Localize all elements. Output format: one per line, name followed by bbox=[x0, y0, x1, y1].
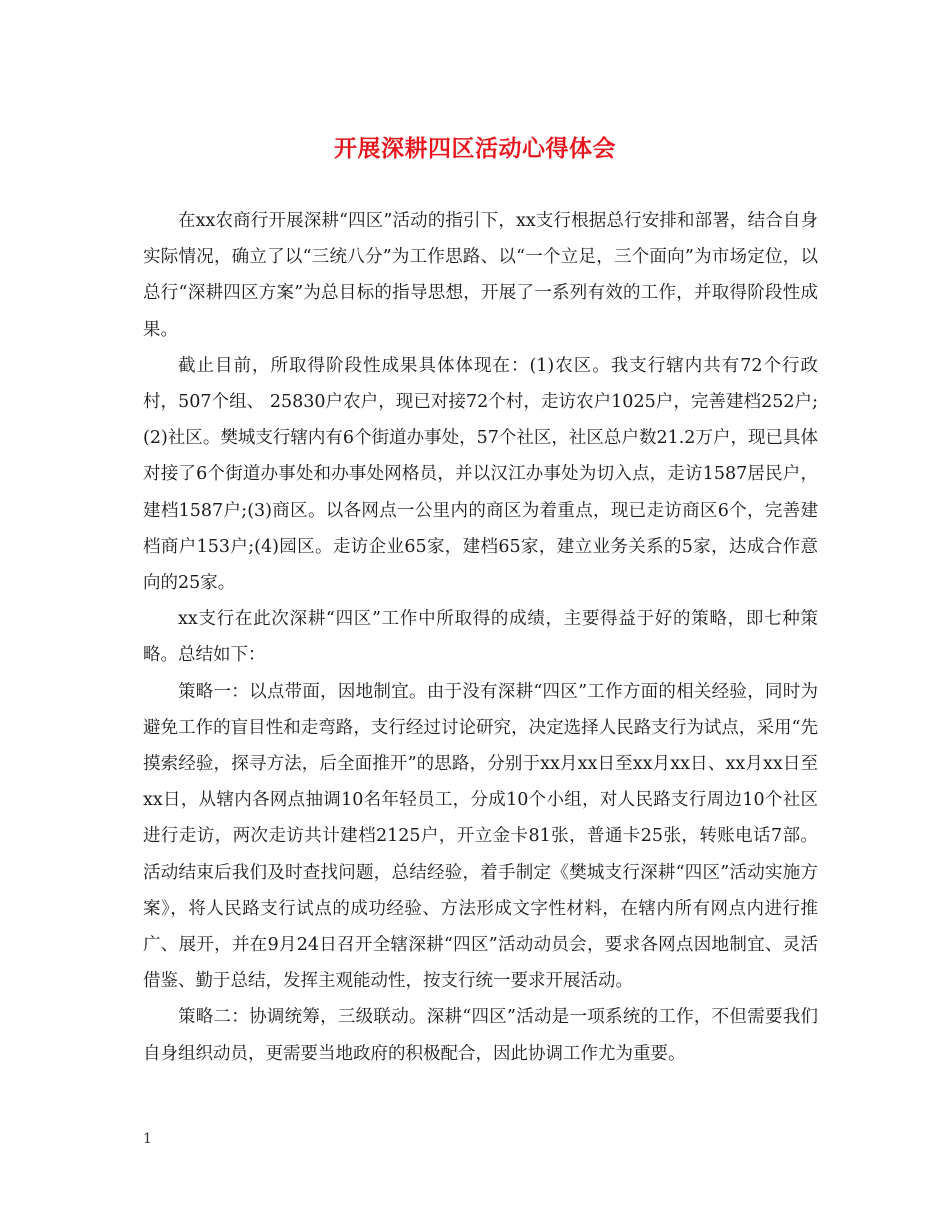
paragraph-results: 截止目前，所取得阶段性成果具体体现在：(1)农区。我支行辖内共有72个行政村，507个组、 25830户农户，现已对接72个村，走访农户1025户，完善建档252户;(2)社区。樊城支行辖内有6个街道办事处，57个社区，社区总户数21.2万户，现已具体对接了6个街道办事处和办事处网格员，并以汉江办事处为切入点，走访1587居民户，建档1587户;(3)商区。以各网点一公里内的商区为着重点，现已走访商区6个，完善建档商户153户;(4)园区。走访企业65家，建档65家，建立业务关系的5家，达成合作意向的25家。 bbox=[143, 355, 818, 594]
paragraph-strategy-summary: xx支行在此次深耕“四区”工作中所取得的成绩，主要得益于好的策略，即七种策略。总结如下： bbox=[143, 609, 818, 666]
paragraph-intro: 在xx农商行开展深耕“四区”活动的指引下，xx支行根据总行安排和部署，结合自身实际情况，确立了以“三统八分”为工作思路、以“一个立足，三个面向”为市场定位，以总行“深耕四区方案”为总目标的指导思想，开展了一系列有效的工作，并取得阶段性成果。 bbox=[143, 211, 818, 340]
page-number: 1 bbox=[143, 1131, 152, 1147]
document-title: 开展深耕四区活动心得体会 bbox=[334, 135, 616, 162]
document-body bbox=[143, 203, 818, 1072]
paragraph-strategy-one: 策略一：以点带面，因地制宜。由于没有深耕“四区”工作方面的相关经验，同时为避免工作的盲目性和走弯路，支行经过讨论研究，决定选择人民路支行为试点，采用“先摸索经验，探寻方法，后全面推开”的思路，分别于xx月xx日至xx月xx日、xx月xx日至xx日，从辖内各网点抽调10名年轻员工，分成10个小组，对人民路支行周边10个社区进行走访，两次走访共计建档2125户，开立金卡81张，普通卡25张，转账电话7部。活动结束后我们及时查找问题，总结经验，着手制定《樊城支行深耕“四区”活动实施方案》，将人民路支行试点的成功经验、方法形成文字性材料，在辖内所有网点内进行推广、展开，并在9月24日召开全辖深耕“四区”活动动员会，要求各网点因地制宜、灵活借鉴、勤于总结，发挥主观能动性，按支行统一要求开展活动。 bbox=[143, 681, 818, 992]
paragraph-strategy-two: 策略二：协调统筹，三级联动。深耕“四区”活动是一项系统的工作，不但需要我们自身组织动员，更需要当地政府的积极配合，因此协调工作尤为重要。 bbox=[143, 1007, 818, 1064]
